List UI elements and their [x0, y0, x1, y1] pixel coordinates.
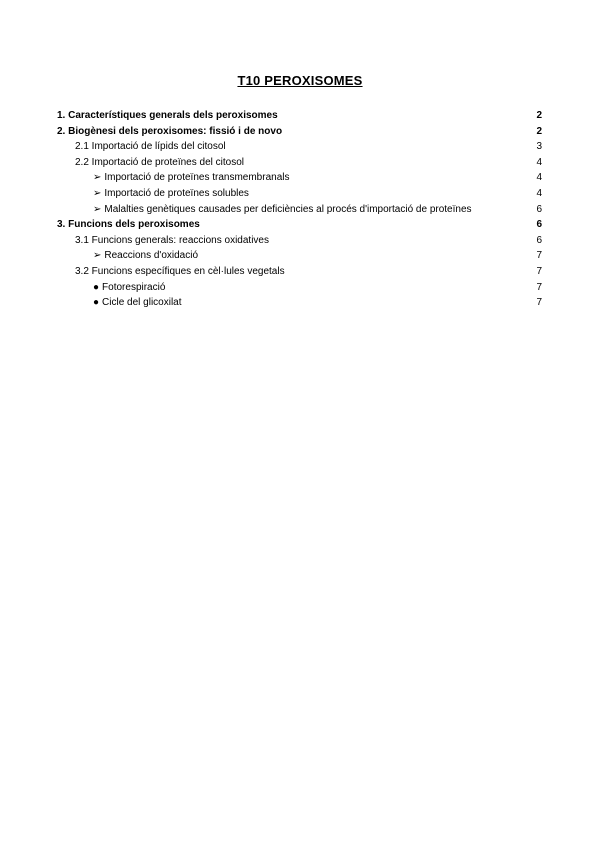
toc-entry-label — [57, 108, 532, 124]
toc-entry[interactable] — [57, 202, 542, 218]
toc-entry-label — [93, 248, 532, 264]
toc-entry-page-number: 2 — [536, 125, 542, 137]
arrow-bullet-icon: ➢ — [93, 172, 102, 184]
toc-entry[interactable] — [57, 170, 542, 186]
toc-entry-label — [75, 139, 532, 155]
toc-entry-label — [75, 264, 532, 280]
toc-entry-page-number: 2 — [536, 110, 542, 121]
toc-entry-label — [57, 217, 532, 233]
toc-entry-page-number: 4 — [536, 156, 542, 168]
table-of-contents — [57, 108, 542, 311]
toc-entry-page-number: 3 — [536, 141, 542, 153]
toc-entry-text: 2. Biogènesi dels peroxisomes: fissió i de novo — [57, 125, 283, 137]
toc-entry-page-number: 6 — [536, 219, 542, 231]
toc-entry-text: Fotorespiració — [102, 281, 166, 293]
toc-entry-label — [57, 124, 532, 140]
toc-entry[interactable] — [57, 280, 542, 296]
toc-entry-text: 3.2 Funcions específiques en cèl·lules vegetals — [75, 265, 285, 277]
toc-entry[interactable] — [57, 295, 542, 311]
arrow-bullet-icon: ➢ — [93, 187, 102, 199]
toc-entry-text: 1. Característiques generals dels peroxisomes — [57, 110, 278, 121]
toc-entry-page-number: 7 — [536, 281, 542, 293]
toc-entry[interactable] — [57, 233, 542, 249]
toc-entry-label — [75, 233, 532, 249]
arrow-bullet-icon: ➢ — [93, 250, 102, 262]
toc-entry[interactable] — [57, 248, 542, 264]
toc-entry-label — [75, 155, 532, 171]
toc-entry-text: 2.1 Importació de lípids del citosol — [75, 141, 226, 153]
toc-entry-page-number: 6 — [536, 234, 542, 246]
toc-entry-text: Cicle del glicoxilat — [102, 297, 182, 309]
toc-entry-label — [93, 295, 532, 311]
toc-entry[interactable] — [57, 124, 542, 140]
toc-entry-label — [93, 202, 532, 218]
bullet-icon: ● — [93, 297, 100, 309]
toc-entry-label — [93, 280, 532, 296]
toc-entry-page-number: 4 — [536, 172, 542, 184]
toc-entry-text: 2.2 Importació de proteïnes del citosol — [75, 156, 244, 168]
toc-entry[interactable] — [57, 155, 542, 171]
toc-entry-page-number: 6 — [536, 203, 542, 215]
toc-entry[interactable] — [57, 186, 542, 202]
toc-entry-page-number: 7 — [536, 250, 542, 262]
toc-entry-label — [93, 186, 532, 202]
bullet-icon: ● — [93, 281, 100, 293]
toc-entry-text: Malalties genètiques causades per deficiències al procés d'importació de proteïnes — [104, 203, 472, 215]
toc-entry-page-number: 7 — [536, 297, 542, 309]
toc-entry-text: Reaccions d'oxidació — [104, 250, 199, 262]
toc-entry-text: Importació de proteïnes transmembranals — [104, 172, 290, 184]
toc-entry[interactable] — [57, 217, 542, 233]
toc-entry-label — [93, 170, 532, 186]
arrow-bullet-icon: ➢ — [93, 203, 102, 215]
toc-entry-text: 3.1 Funcions generals: reaccions oxidatives — [75, 234, 269, 246]
toc-entry[interactable] — [57, 264, 542, 280]
page-title: T10 PEROXISOMES — [237, 73, 363, 88]
toc-entry[interactable] — [57, 108, 542, 124]
toc-entry-page-number: 7 — [536, 265, 542, 277]
toc-entry-text: Importació de proteïnes solubles — [104, 187, 249, 199]
toc-entry-page-number: 4 — [536, 187, 542, 199]
toc-entry[interactable] — [57, 139, 542, 155]
toc-entry-text: 3. Funcions dels peroxisomes — [57, 219, 200, 231]
